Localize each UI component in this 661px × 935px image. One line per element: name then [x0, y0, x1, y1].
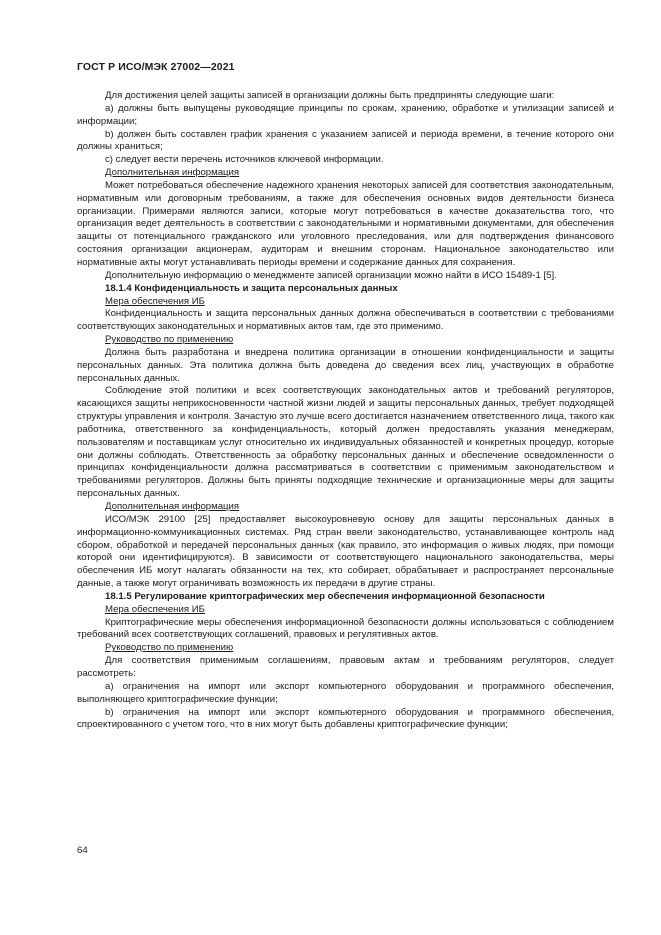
subheading-additional-info: Дополнительная информация: [105, 501, 240, 512]
paragraph: Для соответствия применимым соглашениям, правовым актам и требованиям регуляторов, следует рассмотреть:: [77, 655, 614, 679]
paragraph: Для достижения целей защиты записей в организации должны быть предприняты следующие шаги:: [105, 90, 555, 101]
paragraph: Дополнительную информацию о менеджменте записей организации можно найти в ИСО 15489-1 [5].: [105, 269, 557, 281]
subheading-control: Мера обеспечения ИБ: [105, 295, 205, 307]
paragraph: Должна быть разработана и внедрена политика организации в отношении конфиденциальности и защиты персональных данных. Эта политика должна быть доведена до сведения всех лиц, участвующих в обработке персональных данных.: [77, 346, 614, 384]
subheading-guidance: Руководство по применению: [105, 334, 234, 346]
list-item: a) ограничения на импорт или экспорт компьютерного оборудования и программного обеспечения, выполняющего криптографические функции;: [77, 680, 614, 705]
list-item: a) должны быть выпущены руководящие принципы по срокам, хранению, обработке и утилизации записей и информации;: [77, 102, 614, 127]
paragraph: ИСО/МЭК 29100 [25] предоставляет высокоуровневую основу для защиты персональных данных в информационно-коммуникационных системах. Ряд стран ввели законодательство, устанавливающее контроль над сбором, обработкой и передачей персональных данных (как правило, это информация о живых людях, при помощи которой они идентифицируются). В зависимости от соответствующего национального законодательства, меры обеспечения ИБ могут налагать обязанности на тех, кто собирает, обрабатывает и распространяет персональные данные, а также могут ограничивать возможность их передачи в другие страны.: [77, 513, 614, 590]
subheading-additional-info: Дополнительная информация: [105, 167, 240, 179]
paragraph: Может потребоваться обеспечение надежного хранения некоторых записей для соответствия законодательным, нормативным или договорным требованиям, а также для обеспечения основных видов деятельности бизнеса организации. Примерами являются записи, которые могут потребоваться в качестве доказательства того, что организация ведет деятельность в соответствии с законодательными и нормативными документами, для обеспечения защиты от потенциального гражданского или уголовного преследования, или для подтверждения финансового состояния организации акционерам, аудиторам и внешним сторонам. Национальное законодательство или нормативные акты могут устанавливать периоды времени и содержание данных для сохранения.: [77, 179, 614, 268]
list-item: c) следует вести перечень источников ключевой информации.: [105, 154, 384, 166]
paragraph: Конфиденциальность и защита персональных данных должна обеспечиваться в соответствии с требованиями соответствующих законодательных и нормативных актов там, где это применимо.: [77, 308, 614, 333]
paragraph: Соблюдение этой политики и всех соответствующих законодательных актов и требований регуляторов, касающихся защиты неприкосновенности частной жизни людей и защиты персональных данных, требует подходящей структуры управления и контроля. Зачастую это лучше всего достигается назначением ответственного лица, такого как работника, ответственного за конфиденциальность, который должен предоставлять указания менеджерам, пользователям и поставщикам услуг относительно их индивидуальных обязанностей и конкретных процедур, которые они должны соблюдать. Ответственность за обработку персональных данных и обеспечение осведомленности о принципах конфиденциальности должна рассматриваться в соответствии с применимым законодательством и требованиями регуляторов. Должны быть приняты подходящие технические и организационные меры для защиты персональных данных.: [77, 385, 614, 500]
paragraph: Криптографические меры обеспечения информационной безопасности должны использоваться с соблюдением требований всех соответствующих соглашений, правовых и регулятивных актов.: [77, 616, 614, 641]
page-number: 64: [77, 845, 88, 856]
section-heading: 18.1.5 Регулирование криптографических мер обеспечения информационной безопасности: [105, 590, 545, 602]
list-item: b) ограничения на импорт или экспорт компьютерного оборудования и программного обеспечения, спроектированного с учетом того, что в них могут быть добавлены криптографические функции;: [77, 706, 614, 731]
subheading-guidance: Руководство по применению: [105, 642, 234, 654]
section-heading: 18.1.4 Конфиденциальность и защита персональных данных: [105, 282, 398, 294]
document-header: ГОСТ Р ИСО/МЭК 27002—2021: [77, 61, 235, 73]
list-item: b) должен быть составлен график хранения с указанием записей и периода времени, в течение которого они должны храниться;: [77, 128, 614, 153]
document-body: [77, 90, 614, 732]
subheading-control: Мера обеспечения ИБ: [105, 603, 205, 615]
